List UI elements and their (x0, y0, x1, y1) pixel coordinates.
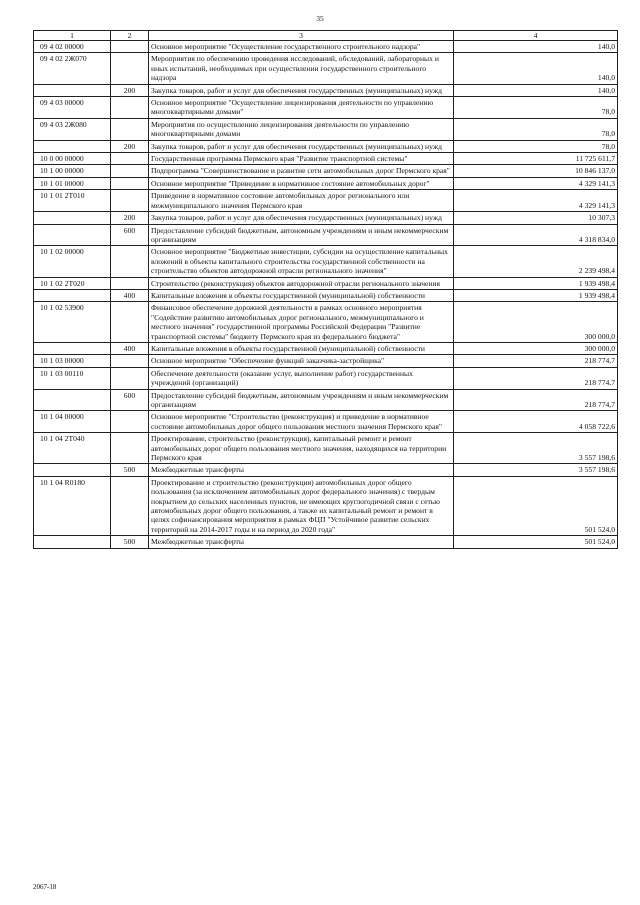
table-row (34, 389, 618, 411)
table-row (34, 476, 618, 535)
expense-type-code (111, 153, 149, 165)
amount-value: 140,0 (454, 84, 618, 96)
amount-value: 11 725 611,7 (454, 153, 618, 165)
amount-value: 78,0 (454, 140, 618, 152)
classification-code (34, 342, 111, 354)
amount-value: 2 239 498,4 (454, 246, 618, 277)
expense-type-code (111, 118, 149, 140)
expense-type-code (111, 177, 149, 189)
table-row (34, 277, 618, 289)
expense-type-code: 200 (111, 140, 149, 152)
classification-code: 10 1 04 R0180 (34, 476, 111, 535)
classification-code (34, 84, 111, 96)
amount-value: 78,0 (454, 118, 618, 140)
item-name: Основное мероприятие "Осуществление лицензирования деятельности по управлению многоквартирными домами" (149, 97, 454, 119)
classification-code: 10 1 02 00000 (34, 246, 111, 277)
classification-code (34, 536, 111, 548)
item-name: Закупка товаров, работ и услуг для обеспечения государственных (муниципальных) нужд (149, 212, 454, 224)
item-name: Закупка товаров, работ и услуг для обеспечения государственных (муниципальных) нужд (149, 140, 454, 152)
table-row (34, 536, 618, 548)
amount-value: 300 000,0 (454, 342, 618, 354)
classification-code: 09 4 02 00000 (34, 41, 111, 53)
table-row (34, 53, 618, 84)
table-row (34, 177, 618, 189)
amount-value: 78,0 (454, 97, 618, 119)
amount-value: 501 524,0 (454, 476, 618, 535)
classification-code: 10 1 03 00000 (34, 355, 111, 367)
item-name: Мероприятия по осуществлению лицензирования деятельности по управлению многоквартирными домами (149, 118, 454, 140)
amount-value: 218 774,7 (454, 367, 618, 389)
item-name: Обеспечение деятельности (оказание услуг, выполнение работ) государственных учреждений (организаций) (149, 367, 454, 389)
budget-table (33, 30, 618, 549)
classification-code: 10 1 02 2Т020 (34, 277, 111, 289)
classification-code (34, 212, 111, 224)
table-row (34, 165, 618, 177)
item-name: Основное мероприятие "Приведение в нормативное состояние автомобильных дорог" (149, 177, 454, 189)
classification-code: 09 4 02 2Ж070 (34, 53, 111, 84)
classification-code: 10 1 01 2Т010 (34, 190, 111, 212)
expense-type-code: 500 (111, 536, 149, 548)
expense-type-code (111, 53, 149, 84)
amount-value: 4 318 834,0 (454, 224, 618, 246)
expense-type-code (111, 411, 149, 433)
table-row (34, 118, 618, 140)
classification-code (34, 140, 111, 152)
item-name: Государственная программа Пермского края "Развитие транспортной системы" (149, 153, 454, 165)
amount-value: 10 846 137,0 (454, 165, 618, 177)
expense-type-code (111, 367, 149, 389)
amount-value: 501 524,0 (454, 536, 618, 548)
item-name: Финансовое обеспечение дорожной деятельности в рамках основного мероприятия "Содействие развитию автомобильных дорог регионального, межмуниципального и местного значения" государственной программы Российской Федерации "Развитие транспортной системы" бюджету Пермского края из федерального бюджета" (149, 302, 454, 343)
expense-type-code: 400 (111, 342, 149, 354)
amount-value: 140,0 (454, 53, 618, 84)
amount-value: 1 939 498,4 (454, 277, 618, 289)
expense-type-code: 400 (111, 289, 149, 301)
header-col-3: 3 (149, 31, 454, 41)
expense-type-code (111, 433, 149, 464)
footer-code: 2067-18 (33, 883, 57, 891)
table-row (34, 289, 618, 301)
table-row (34, 97, 618, 119)
classification-code: 10 1 01 00000 (34, 177, 111, 189)
classification-code (34, 464, 111, 476)
expense-type-code (111, 97, 149, 119)
amount-value: 218 774,7 (454, 389, 618, 411)
table-row (34, 355, 618, 367)
table-row (34, 433, 618, 464)
classification-code (34, 289, 111, 301)
table-row (34, 153, 618, 165)
amount-value: 300 000,0 (454, 302, 618, 343)
amount-value: 1 939 498,4 (454, 289, 618, 301)
classification-code: 09 4 03 00000 (34, 97, 111, 119)
classification-code: 10 1 04 2Т040 (34, 433, 111, 464)
expense-type-code: 600 (111, 389, 149, 411)
expense-type-code: 200 (111, 212, 149, 224)
table-row (34, 411, 618, 433)
amount-value: 4 329 141,3 (454, 190, 618, 212)
expense-type-code (111, 355, 149, 367)
table-row (34, 342, 618, 354)
classification-code: 10 1 03 00110 (34, 367, 111, 389)
table-row (34, 367, 618, 389)
amount-value: 4 329 141,3 (454, 177, 618, 189)
table-row (34, 190, 618, 212)
item-name: Предоставление субсидий бюджетным, автономным учреждениям и иным некоммерческим организациям (149, 389, 454, 411)
item-name: Основное мероприятие "Строительство (реконструкция) и приведение в нормативное состояние автомобильных дорог общего пользования местного значения Пермского края" (149, 411, 454, 433)
item-name: Капитальные вложения в объекты государственной (муниципальной) собственности (149, 289, 454, 301)
table-row (34, 84, 618, 96)
expense-type-code: 600 (111, 224, 149, 246)
item-name: Основное мероприятие "Обеспечение функций заказчика-застройщика" (149, 355, 454, 367)
expense-type-code: 200 (111, 84, 149, 96)
header-col-4: 4 (454, 31, 618, 41)
classification-code (34, 389, 111, 411)
amount-value: 3 557 198,6 (454, 464, 618, 476)
amount-value: 10 307,3 (454, 212, 618, 224)
amount-value: 3 557 198,6 (454, 433, 618, 464)
item-name: Мероприятия по обеспечению проведения исследований, обследований, лабораторных и иных испытаний, необходимых при осуществлении государственного строительного надзора (149, 53, 454, 84)
item-name: Подпрограмма "Совершенствование и развитие сети автомобильных дорог Пермского края" (149, 165, 454, 177)
expense-type-code (111, 277, 149, 289)
classification-code (34, 224, 111, 246)
amount-value: 140,0 (454, 41, 618, 53)
table-row (34, 224, 618, 246)
item-name: Проектирование, строительство (реконструкция), капитальный ремонт и ремонт автомобильных дорог общего пользования местного значения, находящихся на территории Пермского края (149, 433, 454, 464)
classification-code: 10 1 02 53900 (34, 302, 111, 343)
expense-type-code (111, 41, 149, 53)
expense-type-code (111, 302, 149, 343)
table-row (34, 140, 618, 152)
amount-value: 4 058 722,6 (454, 411, 618, 433)
item-name: Приведение в нормативное состояние автомобильных дорог регионального или межмуниципального значения Пермского края (149, 190, 454, 212)
classification-code: 10 1 04 00000 (34, 411, 111, 433)
item-name: Капитальные вложения в объекты государственной (муниципальной) собственности (149, 342, 454, 354)
table-row (34, 302, 618, 343)
expense-type-code (111, 246, 149, 277)
table-row (34, 41, 618, 53)
header-col-1: 1 (34, 31, 111, 41)
header-col-2: 2 (111, 31, 149, 41)
classification-code: 09 4 03 2Ж080 (34, 118, 111, 140)
expense-type-code (111, 476, 149, 535)
item-name: Предоставление субсидий бюджетным, автономным учреждениям и иным некоммерческим организациям (149, 224, 454, 246)
expense-type-code (111, 190, 149, 212)
table-row (34, 212, 618, 224)
table-row (34, 464, 618, 476)
item-name: Межбюджетные трансферты (149, 464, 454, 476)
item-name: Проектирование и строительство (реконструкция) автомобильных дорог общего пользования (за исключением автомобильных дорог федерального значения) с твердым покрытием до сельских населенных пунктов, не имеющих круглогодичной связи с сетью автомобильных дорог общего пользования, а также их капитальный ремонт и ремонт в целях софинансирования мероприятия в рамках ФЦП "Устойчивое развитие сельских территорий на 2014-2017 годы и на период до 2020 года" (149, 476, 454, 535)
item-name: Закупка товаров, работ и услуг для обеспечения государственных (муниципальных) нужд (149, 84, 454, 96)
amount-value: 218 774,7 (454, 355, 618, 367)
table-header-row (34, 31, 618, 41)
table-row (34, 246, 618, 277)
expense-type-code (111, 165, 149, 177)
item-name: Межбюджетные трансферты (149, 536, 454, 548)
classification-code: 10 1 00 00000 (34, 165, 111, 177)
item-name: Основное мероприятие "Бюджетные инвестиции, субсидии на осуществление капитальных вложений в объекты капитального строительства государственной собственности на строительство объектов автодорожной отрасли регионального значения" (149, 246, 454, 277)
item-name: Строительство (реконструкция) объектов автодорожной отрасли регионального значения (149, 277, 454, 289)
item-name: Основное мероприятие "Осуществление государственного строительного надзора" (149, 41, 454, 53)
classification-code: 10 0 00 00000 (34, 153, 111, 165)
expense-type-code: 500 (111, 464, 149, 476)
page-number: 35 (316, 14, 324, 23)
